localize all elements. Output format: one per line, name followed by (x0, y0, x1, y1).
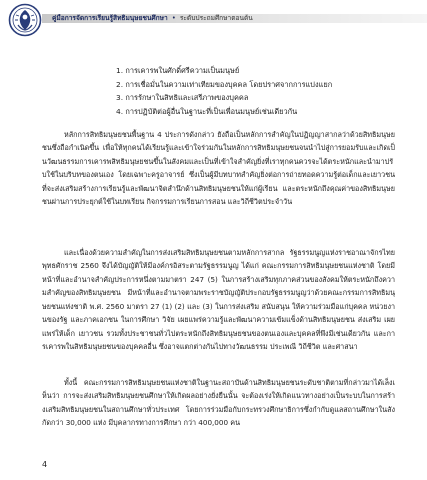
body-paragraph: ทั้งนี้ คณะกรรมการสิทธิมนุษยชนแห่งชาติในฐานะสถาบันด้านสิทธิมนุษยชนระดับชาติตามที่กล่าวมาได้เล็งเห็นว่า การจะส่งเสริมสิทธิมนุษยชนศึกษาให้เกิดผลอย่างยั่งยืนนั้น จะต้องเร่งให้เกิดแนวทางอย่างเป็นระบบในการสร้างเสริมสิทธิมนุษยชนในสถานศึกษาทั่วประเทศ โดยการร่วมมือกับกระทรวงศึกษาธิการซึ่งกำกับดูแลสถานศึกษาในสังกัดกว่า 30,000 แห่ง มีบุคลากรทางการศึกษา กว่า 400,000 คน (42, 378, 395, 428)
header-separator: • (171, 14, 176, 22)
header-text (52, 13, 253, 24)
list-item: 4. การปฏิบัติต่อผู้อื่นในฐานะที่เป็นเพื่อนมนุษย์เช่นเดียวกัน (116, 106, 298, 116)
principles-list (116, 64, 396, 118)
list-item: 2. การเชื่อมั่นในความเท่าเทียมของบุคคล โดยปราศจากการแบ่งแยก (116, 79, 333, 89)
nhrc-logo-icon (8, 3, 42, 37)
page-number: 4 (42, 460, 48, 469)
list-item: 3. การรักษาในสิทธิและเสรีภาพของบุคคล (116, 93, 249, 102)
list-item: 1. การเคารพในศักดิ์ศรีความเป็นมนุษย์ (116, 66, 240, 75)
header-title: คู่มือการจัดการเรียนรู้สิทธิมนุษยชนศึกษา (52, 14, 168, 22)
body-paragraph: และเนื่องด้วยความสำคัญในการส่งเสริมสิทธิมนุษยชนตามหลักการสากล รัฐธรรมนูญแห่งราชอาณาจักรไทย พุทธศักราช 2560 จึงได้บัญญัติให้มีองค์กรอิสระตามรัฐธรรมนูญ ได้แก่ คณะกรรมการสิทธิมนุษยชนแห่งชาติ โดยมีหน้าที่และอำนาจสำคัญประการหนึ่งตามมาตรา 247 (5) ในการสร้างเสริมทุกภาคส่วนของสังคมให้ตระหนักถึงความสำคัญของสิทธิมนุษยชน มีหน้าที่และอำนาจตามพระราชบัญญัติประกอบรัฐธรรมนูญว่าด้วยคณะกรรมการสิทธิมนุษยชนแห่งชาติ พ.ศ. 2560 มาตรา 27 (1) (2) และ (3) ในการส่งเสริม สนับสนุน ให้ความร่วมมือแก่บุคคล หน่วยงานของรัฐ และภาคเอกชน ในการศึกษา วิจัย เผยแพร่ความรู้และพัฒนาความเข้มแข็งด้านสิทธิมนุษยชน ส่งเสริม เผยแพร่ให้เด็ก เยาวชน รวมทั้งประชาชนทั่วไปตระหนักถึงสิทธิมนุษยชนของตนเองและบุคคลที่พึงมีเช่นเดียวกัน และการเคารพในสิทธิมนุษยชนของบุคคลอื่น ซึ่งอาจแตกต่างกันไปทางวัฒนธรรม ประเพณี วิถีชีวิต และศาสนา (42, 248, 395, 352)
page-header (0, 0, 427, 40)
header-subtitle: ระดับประถมศึกษาตอนต้น (179, 14, 253, 22)
body-paragraph: หลักการสิทธิมนุษยชนพื้นฐาน 4 ประการดังกล่าว ยังถือเป็นหลักการสำคัญในปฏิญญาสากลว่าด้วยสิทธิมนุษยชนซึ่งถือกำเนิดขึ้น เพื่อให้ทุกคนได้เรียนรู้และเข้าใจร่วมกันในหลักการสิทธิมนุษยชนจนนำไปสู่การยอมรับและเกิดเป็นวัฒนธรรมการเคารพสิทธิมนุษยชนขึ้นในสังคมและเป็นที่เข้าใจสำคัญยิ่งที่เราทุกคนควรจะได้ตระหนักและนำมาปรับใช้ในบริบทของตนเอง โดยเฉพาะครูอาจารย์ ซึ่งเป็นผู้มีบทบาทสำคัญยิ่งต่อการถ่ายทอดความรู้ต่อเด็กและเยาวชน ที่จะส่งเสริมสร้างการเรียนรู้และพัฒนาจิตสำนึกด้านสิทธิมนุษยชนให้แก่ผู้เรียน และตระหนักถึงคุณค่าของสิทธิมนุษยชนผ่านการประยุกต์ใช้ในบทเรียน กิจกรรมการเรียนการสอน และวิถีชีวิตประจำวัน (42, 130, 395, 207)
